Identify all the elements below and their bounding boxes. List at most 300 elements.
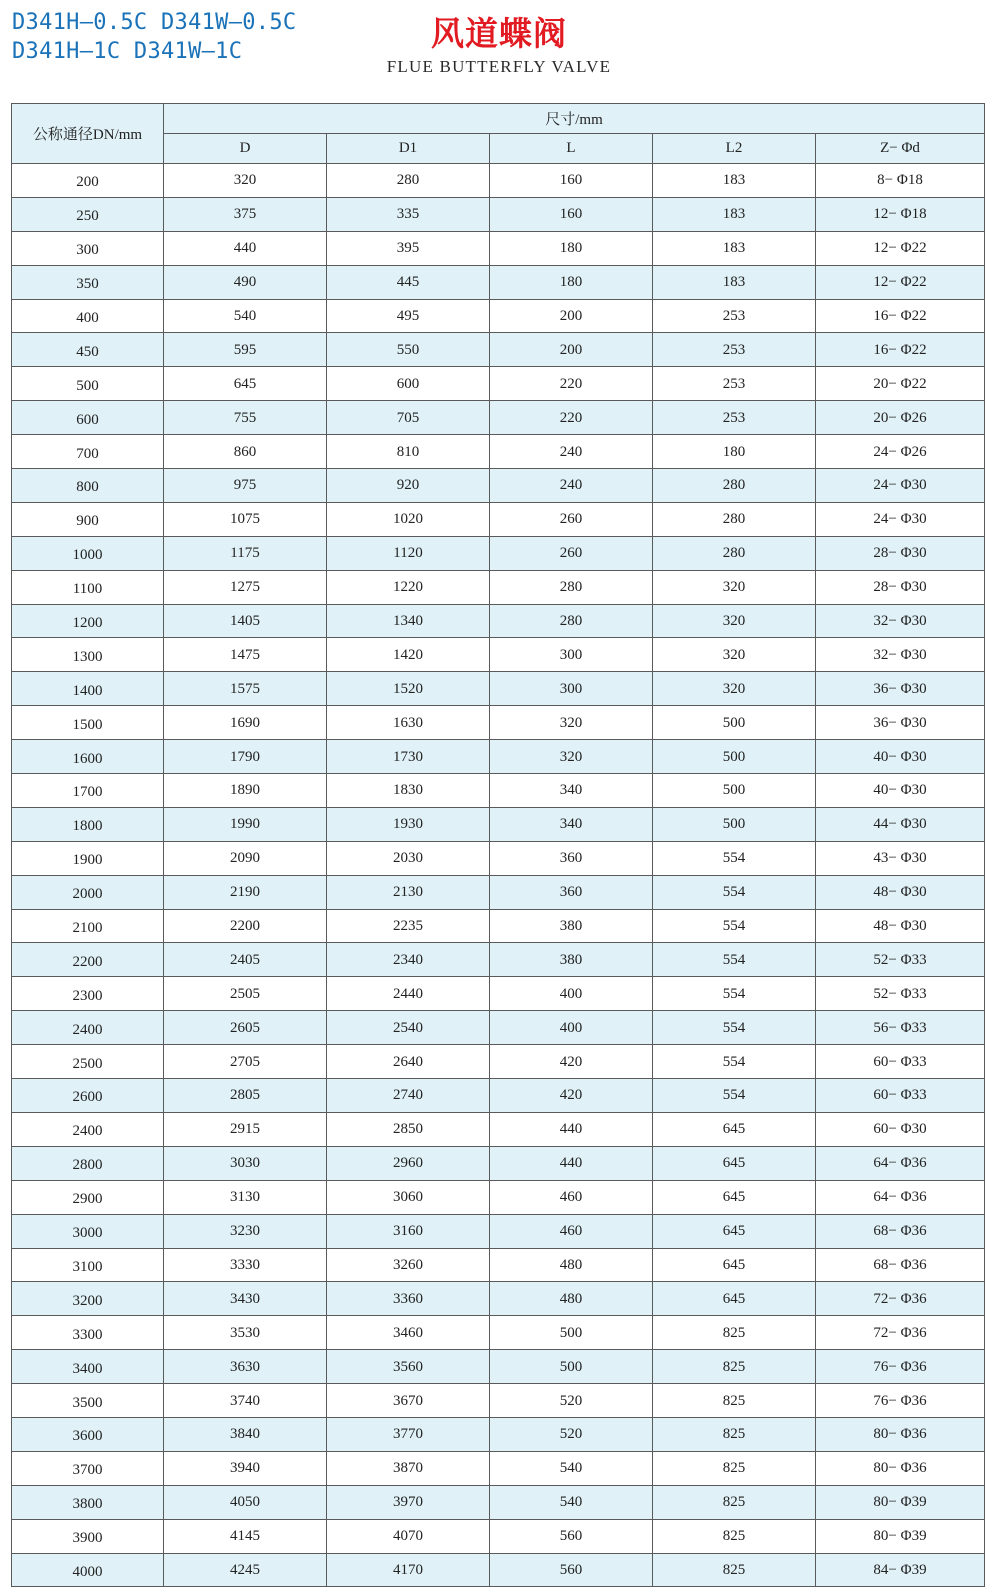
bolt-cell: 60− Φ33 bbox=[816, 1045, 985, 1079]
l2-cell: 825 bbox=[653, 1485, 816, 1519]
dn-cell: 2400 bbox=[12, 1112, 164, 1146]
d1-cell: 705 bbox=[327, 401, 490, 435]
l2-cell: 500 bbox=[653, 807, 816, 841]
d-cell: 860 bbox=[164, 435, 327, 469]
l2-cell: 554 bbox=[653, 943, 816, 977]
d-cell: 595 bbox=[164, 333, 327, 367]
page-title-english: FLUE BUTTERFLY VALVE bbox=[386, 57, 612, 76]
l2-cell: 500 bbox=[653, 706, 816, 740]
l2-cell: 825 bbox=[653, 1350, 816, 1384]
l-cell: 220 bbox=[490, 401, 653, 435]
l2-cell: 554 bbox=[653, 1079, 816, 1113]
dn-cell: 1900 bbox=[12, 841, 164, 875]
bolt-cell: 28− Φ30 bbox=[816, 536, 985, 570]
d-cell: 3740 bbox=[164, 1384, 327, 1418]
model-line-2: D341H—1C D341W—1C bbox=[12, 39, 243, 64]
l2-cell: 645 bbox=[653, 1282, 816, 1316]
d-cell: 1405 bbox=[164, 604, 327, 638]
table-row bbox=[12, 502, 985, 536]
d-cell: 540 bbox=[164, 299, 327, 333]
l2-cell: 500 bbox=[653, 740, 816, 774]
table-row bbox=[12, 231, 985, 265]
bolt-cell: 12− Φ22 bbox=[816, 231, 985, 265]
l-cell: 360 bbox=[490, 841, 653, 875]
l2-cell: 253 bbox=[653, 299, 816, 333]
l-cell: 280 bbox=[490, 570, 653, 604]
l-cell: 340 bbox=[490, 807, 653, 841]
l2-cell: 183 bbox=[653, 197, 816, 231]
l2-cell: 825 bbox=[653, 1417, 816, 1451]
dn-cell: 1000 bbox=[12, 536, 164, 570]
l2-cell: 645 bbox=[653, 1214, 816, 1248]
l-cell: 200 bbox=[490, 299, 653, 333]
d1-cell: 445 bbox=[327, 265, 490, 299]
l-cell: 480 bbox=[490, 1282, 653, 1316]
d1-cell: 2130 bbox=[327, 875, 490, 909]
bolt-cell: 8− Φ18 bbox=[816, 164, 985, 198]
l-cell: 240 bbox=[490, 435, 653, 469]
l2-cell: 554 bbox=[653, 1045, 816, 1079]
d1-cell: 1020 bbox=[327, 502, 490, 536]
dn-cell: 2100 bbox=[12, 909, 164, 943]
l2-cell: 253 bbox=[653, 333, 816, 367]
bolt-cell: 56− Φ33 bbox=[816, 1011, 985, 1045]
table-row bbox=[12, 1112, 985, 1146]
table-row bbox=[12, 1350, 985, 1384]
d1-cell: 2960 bbox=[327, 1146, 490, 1180]
table-row bbox=[12, 1248, 985, 1282]
d1-cell: 600 bbox=[327, 367, 490, 401]
d-cell: 975 bbox=[164, 469, 327, 503]
d1-cell: 3260 bbox=[327, 1248, 490, 1282]
table-row bbox=[12, 1519, 985, 1553]
d1-cell: 810 bbox=[327, 435, 490, 469]
d1-cell: 1830 bbox=[327, 774, 490, 808]
d1-cell: 2440 bbox=[327, 977, 490, 1011]
d-cell: 3230 bbox=[164, 1214, 327, 1248]
l-cell: 560 bbox=[490, 1519, 653, 1553]
d-cell: 755 bbox=[164, 401, 327, 435]
column-header-d: D bbox=[164, 134, 327, 164]
table-row bbox=[12, 367, 985, 401]
table-row bbox=[12, 977, 985, 1011]
d1-cell: 3460 bbox=[327, 1316, 490, 1350]
l2-cell: 183 bbox=[653, 164, 816, 198]
table-row bbox=[12, 1485, 985, 1519]
table-row bbox=[12, 1180, 985, 1214]
d1-cell: 1630 bbox=[327, 706, 490, 740]
bolt-cell: 24− Φ26 bbox=[816, 435, 985, 469]
d-cell: 2915 bbox=[164, 1112, 327, 1146]
dn-cell: 800 bbox=[12, 469, 164, 503]
l-cell: 520 bbox=[490, 1417, 653, 1451]
dn-cell: 900 bbox=[12, 502, 164, 536]
d1-cell: 4070 bbox=[327, 1519, 490, 1553]
table-row bbox=[12, 1384, 985, 1418]
d-cell: 3430 bbox=[164, 1282, 327, 1316]
dn-cell: 2300 bbox=[12, 977, 164, 1011]
l-cell: 300 bbox=[490, 672, 653, 706]
dn-cell: 2800 bbox=[12, 1146, 164, 1180]
table-row bbox=[12, 1553, 985, 1587]
bolt-cell: 36− Φ30 bbox=[816, 672, 985, 706]
table-row bbox=[12, 164, 985, 198]
l2-cell: 554 bbox=[653, 841, 816, 875]
table-row bbox=[12, 435, 985, 469]
dn-cell: 250 bbox=[12, 197, 164, 231]
dn-cell: 3400 bbox=[12, 1350, 164, 1384]
l-cell: 160 bbox=[490, 197, 653, 231]
l-cell: 440 bbox=[490, 1146, 653, 1180]
d-cell: 3630 bbox=[164, 1350, 327, 1384]
l2-cell: 645 bbox=[653, 1146, 816, 1180]
d-cell: 3840 bbox=[164, 1417, 327, 1451]
d1-cell: 2740 bbox=[327, 1079, 490, 1113]
dn-cell: 2200 bbox=[12, 943, 164, 977]
d-cell: 375 bbox=[164, 197, 327, 231]
d-cell: 1890 bbox=[164, 774, 327, 808]
d1-cell: 3970 bbox=[327, 1485, 490, 1519]
bolt-cell: 48− Φ30 bbox=[816, 909, 985, 943]
bolt-cell: 20− Φ26 bbox=[816, 401, 985, 435]
table-row bbox=[12, 706, 985, 740]
l2-cell: 183 bbox=[653, 265, 816, 299]
bolt-cell: 76− Φ36 bbox=[816, 1350, 985, 1384]
l-cell: 220 bbox=[490, 367, 653, 401]
dn-cell: 4000 bbox=[12, 1553, 164, 1587]
dn-cell: 1100 bbox=[12, 570, 164, 604]
d1-cell: 1220 bbox=[327, 570, 490, 604]
d1-cell: 3770 bbox=[327, 1417, 490, 1451]
d1-cell: 280 bbox=[327, 164, 490, 198]
l-cell: 540 bbox=[490, 1451, 653, 1485]
bolt-cell: 72− Φ36 bbox=[816, 1282, 985, 1316]
l-cell: 360 bbox=[490, 875, 653, 909]
dn-cell: 3000 bbox=[12, 1214, 164, 1248]
l2-cell: 280 bbox=[653, 469, 816, 503]
d-cell: 2705 bbox=[164, 1045, 327, 1079]
column-header-d1: D1 bbox=[327, 134, 490, 164]
table-row bbox=[12, 333, 985, 367]
bolt-cell: 64− Φ36 bbox=[816, 1146, 985, 1180]
l2-cell: 825 bbox=[653, 1553, 816, 1587]
dn-cell: 3300 bbox=[12, 1316, 164, 1350]
table-row bbox=[12, 1451, 985, 1485]
l-cell: 440 bbox=[490, 1112, 653, 1146]
d1-cell: 3870 bbox=[327, 1451, 490, 1485]
bolt-cell: 60− Φ33 bbox=[816, 1079, 985, 1113]
l-cell: 380 bbox=[490, 909, 653, 943]
l2-cell: 320 bbox=[653, 570, 816, 604]
l2-cell: 554 bbox=[653, 977, 816, 1011]
d1-cell: 2030 bbox=[327, 841, 490, 875]
d-cell: 1575 bbox=[164, 672, 327, 706]
table-row bbox=[12, 604, 985, 638]
bolt-cell: 76− Φ36 bbox=[816, 1384, 985, 1418]
l2-cell: 645 bbox=[653, 1248, 816, 1282]
dn-cell: 3600 bbox=[12, 1417, 164, 1451]
d1-cell: 2235 bbox=[327, 909, 490, 943]
table-row bbox=[12, 1079, 985, 1113]
l-cell: 380 bbox=[490, 943, 653, 977]
bolt-cell: 16− Φ22 bbox=[816, 299, 985, 333]
d-cell: 3030 bbox=[164, 1146, 327, 1180]
l-cell: 180 bbox=[490, 265, 653, 299]
bolt-cell: 68− Φ36 bbox=[816, 1214, 985, 1248]
bolt-cell: 43− Φ30 bbox=[816, 841, 985, 875]
bolt-cell: 16− Φ22 bbox=[816, 333, 985, 367]
dn-cell: 2600 bbox=[12, 1079, 164, 1113]
dn-cell: 200 bbox=[12, 164, 164, 198]
table-row bbox=[12, 265, 985, 299]
l2-cell: 554 bbox=[653, 1011, 816, 1045]
table-header bbox=[12, 104, 985, 164]
d-cell: 1990 bbox=[164, 807, 327, 841]
l-cell: 400 bbox=[490, 1011, 653, 1045]
dn-cell: 1500 bbox=[12, 706, 164, 740]
l-cell: 460 bbox=[490, 1214, 653, 1248]
table-row bbox=[12, 638, 985, 672]
page-title-chinese: 风道蝶阀 bbox=[431, 14, 567, 53]
dn-cell: 1700 bbox=[12, 774, 164, 808]
bolt-cell: 20− Φ22 bbox=[816, 367, 985, 401]
bolt-cell: 12− Φ18 bbox=[816, 197, 985, 231]
d-cell: 2505 bbox=[164, 977, 327, 1011]
table-row bbox=[12, 570, 985, 604]
dn-cell: 2900 bbox=[12, 1180, 164, 1214]
l-cell: 300 bbox=[490, 638, 653, 672]
bolt-cell: 80− Φ36 bbox=[816, 1417, 985, 1451]
l2-cell: 320 bbox=[653, 604, 816, 638]
d1-cell: 4170 bbox=[327, 1553, 490, 1587]
d1-cell: 3560 bbox=[327, 1350, 490, 1384]
table-row bbox=[12, 1417, 985, 1451]
l-cell: 320 bbox=[490, 706, 653, 740]
d-cell: 1275 bbox=[164, 570, 327, 604]
dn-cell: 3500 bbox=[12, 1384, 164, 1418]
d-cell: 645 bbox=[164, 367, 327, 401]
l2-cell: 320 bbox=[653, 672, 816, 706]
d-cell: 1175 bbox=[164, 536, 327, 570]
bolt-cell: 48− Φ30 bbox=[816, 875, 985, 909]
d1-cell: 1120 bbox=[327, 536, 490, 570]
dn-cell: 600 bbox=[12, 401, 164, 435]
d1-cell: 1340 bbox=[327, 604, 490, 638]
dn-cell: 400 bbox=[12, 299, 164, 333]
bolt-cell: 80− Φ39 bbox=[816, 1485, 985, 1519]
d-cell: 2605 bbox=[164, 1011, 327, 1045]
l-cell: 240 bbox=[490, 469, 653, 503]
dn-column-header: 公称通径DN/mm bbox=[12, 104, 164, 164]
d-cell: 3530 bbox=[164, 1316, 327, 1350]
dn-cell: 3100 bbox=[12, 1248, 164, 1282]
d1-cell: 3160 bbox=[327, 1214, 490, 1248]
table-row bbox=[12, 740, 985, 774]
l-cell: 420 bbox=[490, 1079, 653, 1113]
d-cell: 2090 bbox=[164, 841, 327, 875]
l-cell: 200 bbox=[490, 333, 653, 367]
l-cell: 400 bbox=[490, 977, 653, 1011]
l-cell: 500 bbox=[490, 1316, 653, 1350]
l-cell: 540 bbox=[490, 1485, 653, 1519]
l-cell: 500 bbox=[490, 1350, 653, 1384]
table-body bbox=[12, 164, 985, 1587]
l2-cell: 554 bbox=[653, 909, 816, 943]
d-cell: 2805 bbox=[164, 1079, 327, 1113]
l2-cell: 183 bbox=[653, 231, 816, 265]
table-row bbox=[12, 672, 985, 706]
l2-cell: 500 bbox=[653, 774, 816, 808]
l2-cell: 253 bbox=[653, 367, 816, 401]
table-row bbox=[12, 807, 985, 841]
l2-cell: 825 bbox=[653, 1316, 816, 1350]
d1-cell: 495 bbox=[327, 299, 490, 333]
table-row bbox=[12, 1045, 985, 1079]
bolt-cell: 32− Φ30 bbox=[816, 638, 985, 672]
bolt-cell: 80− Φ39 bbox=[816, 1519, 985, 1553]
dn-cell: 1800 bbox=[12, 807, 164, 841]
l-cell: 420 bbox=[490, 1045, 653, 1079]
table-row bbox=[12, 1282, 985, 1316]
l-cell: 460 bbox=[490, 1180, 653, 1214]
dn-cell: 2500 bbox=[12, 1045, 164, 1079]
dn-cell: 1200 bbox=[12, 604, 164, 638]
dn-cell: 3800 bbox=[12, 1485, 164, 1519]
d1-cell: 3670 bbox=[327, 1384, 490, 1418]
dn-cell: 700 bbox=[12, 435, 164, 469]
table-row bbox=[12, 875, 985, 909]
column-header-l2: L2 bbox=[653, 134, 816, 164]
d1-cell: 2540 bbox=[327, 1011, 490, 1045]
l2-cell: 645 bbox=[653, 1112, 816, 1146]
table-row bbox=[12, 841, 985, 875]
l-cell: 480 bbox=[490, 1248, 653, 1282]
dn-cell: 2000 bbox=[12, 875, 164, 909]
l-cell: 340 bbox=[490, 774, 653, 808]
d-cell: 3130 bbox=[164, 1180, 327, 1214]
l-cell: 160 bbox=[490, 164, 653, 198]
d-cell: 2200 bbox=[164, 909, 327, 943]
l2-cell: 825 bbox=[653, 1384, 816, 1418]
bolt-cell: 80− Φ36 bbox=[816, 1451, 985, 1485]
d1-cell: 1520 bbox=[327, 672, 490, 706]
l-cell: 260 bbox=[490, 536, 653, 570]
table-row bbox=[12, 1011, 985, 1045]
d1-cell: 1420 bbox=[327, 638, 490, 672]
l2-cell: 825 bbox=[653, 1451, 816, 1485]
column-header-l: L bbox=[490, 134, 653, 164]
d-cell: 490 bbox=[164, 265, 327, 299]
table-row bbox=[12, 197, 985, 231]
bolt-cell: 84− Φ39 bbox=[816, 1553, 985, 1587]
d1-cell: 550 bbox=[327, 333, 490, 367]
d1-cell: 3360 bbox=[327, 1282, 490, 1316]
column-header-z-phi-d: Z− Φd bbox=[816, 134, 985, 164]
l2-cell: 645 bbox=[653, 1180, 816, 1214]
d1-cell: 3060 bbox=[327, 1180, 490, 1214]
l2-cell: 253 bbox=[653, 401, 816, 435]
dn-cell: 1300 bbox=[12, 638, 164, 672]
dn-cell: 3700 bbox=[12, 1451, 164, 1485]
d1-cell: 1730 bbox=[327, 740, 490, 774]
dn-cell: 450 bbox=[12, 333, 164, 367]
table-row bbox=[12, 469, 985, 503]
dn-cell: 2400 bbox=[12, 1011, 164, 1045]
l-cell: 260 bbox=[490, 502, 653, 536]
table-row bbox=[12, 401, 985, 435]
dimension-table bbox=[11, 103, 985, 1587]
table-row bbox=[12, 536, 985, 570]
l-cell: 280 bbox=[490, 604, 653, 638]
bolt-cell: 32− Φ30 bbox=[816, 604, 985, 638]
model-line-1: D341H—0.5C D341W—0.5C bbox=[12, 10, 297, 35]
dn-cell: 3900 bbox=[12, 1519, 164, 1553]
table-row bbox=[12, 1146, 985, 1180]
dn-cell: 3200 bbox=[12, 1282, 164, 1316]
table-row bbox=[12, 299, 985, 333]
bolt-cell: 40− Φ30 bbox=[816, 774, 985, 808]
model-numbers bbox=[12, 8, 296, 66]
bolt-cell: 52− Φ33 bbox=[816, 977, 985, 1011]
dn-cell: 500 bbox=[12, 367, 164, 401]
d1-cell: 395 bbox=[327, 231, 490, 265]
l2-cell: 320 bbox=[653, 638, 816, 672]
l2-cell: 554 bbox=[653, 875, 816, 909]
d-cell: 2190 bbox=[164, 875, 327, 909]
dn-cell: 1400 bbox=[12, 672, 164, 706]
dn-cell: 1600 bbox=[12, 740, 164, 774]
d1-cell: 920 bbox=[327, 469, 490, 503]
dn-cell: 350 bbox=[12, 265, 164, 299]
l2-cell: 180 bbox=[653, 435, 816, 469]
d-cell: 320 bbox=[164, 164, 327, 198]
d-cell: 4245 bbox=[164, 1553, 327, 1587]
l-cell: 520 bbox=[490, 1384, 653, 1418]
d-cell: 2405 bbox=[164, 943, 327, 977]
table-row bbox=[12, 1214, 985, 1248]
d-cell: 3330 bbox=[164, 1248, 327, 1282]
bolt-cell: 24− Φ30 bbox=[816, 502, 985, 536]
bolt-cell: 60− Φ30 bbox=[816, 1112, 985, 1146]
l2-cell: 280 bbox=[653, 502, 816, 536]
d-cell: 1790 bbox=[164, 740, 327, 774]
bolt-cell: 68− Φ36 bbox=[816, 1248, 985, 1282]
bolt-cell: 28− Φ30 bbox=[816, 570, 985, 604]
d-cell: 4145 bbox=[164, 1519, 327, 1553]
table-row bbox=[12, 1316, 985, 1350]
d1-cell: 2340 bbox=[327, 943, 490, 977]
l2-cell: 280 bbox=[653, 536, 816, 570]
bolt-cell: 64− Φ36 bbox=[816, 1180, 985, 1214]
d1-cell: 335 bbox=[327, 197, 490, 231]
bolt-cell: 12− Φ22 bbox=[816, 265, 985, 299]
bolt-cell: 44− Φ30 bbox=[816, 807, 985, 841]
d-cell: 1475 bbox=[164, 638, 327, 672]
bolt-cell: 36− Φ30 bbox=[816, 706, 985, 740]
bolt-cell: 52− Φ33 bbox=[816, 943, 985, 977]
d-cell: 4050 bbox=[164, 1485, 327, 1519]
d-cell: 1075 bbox=[164, 502, 327, 536]
bolt-cell: 72− Φ36 bbox=[816, 1316, 985, 1350]
bolt-cell: 40− Φ30 bbox=[816, 740, 985, 774]
l-cell: 320 bbox=[490, 740, 653, 774]
size-group-header: 尺寸/mm bbox=[164, 104, 985, 134]
l-cell: 180 bbox=[490, 231, 653, 265]
d1-cell: 2850 bbox=[327, 1112, 490, 1146]
d1-cell: 2640 bbox=[327, 1045, 490, 1079]
d-cell: 1690 bbox=[164, 706, 327, 740]
table-row bbox=[12, 943, 985, 977]
